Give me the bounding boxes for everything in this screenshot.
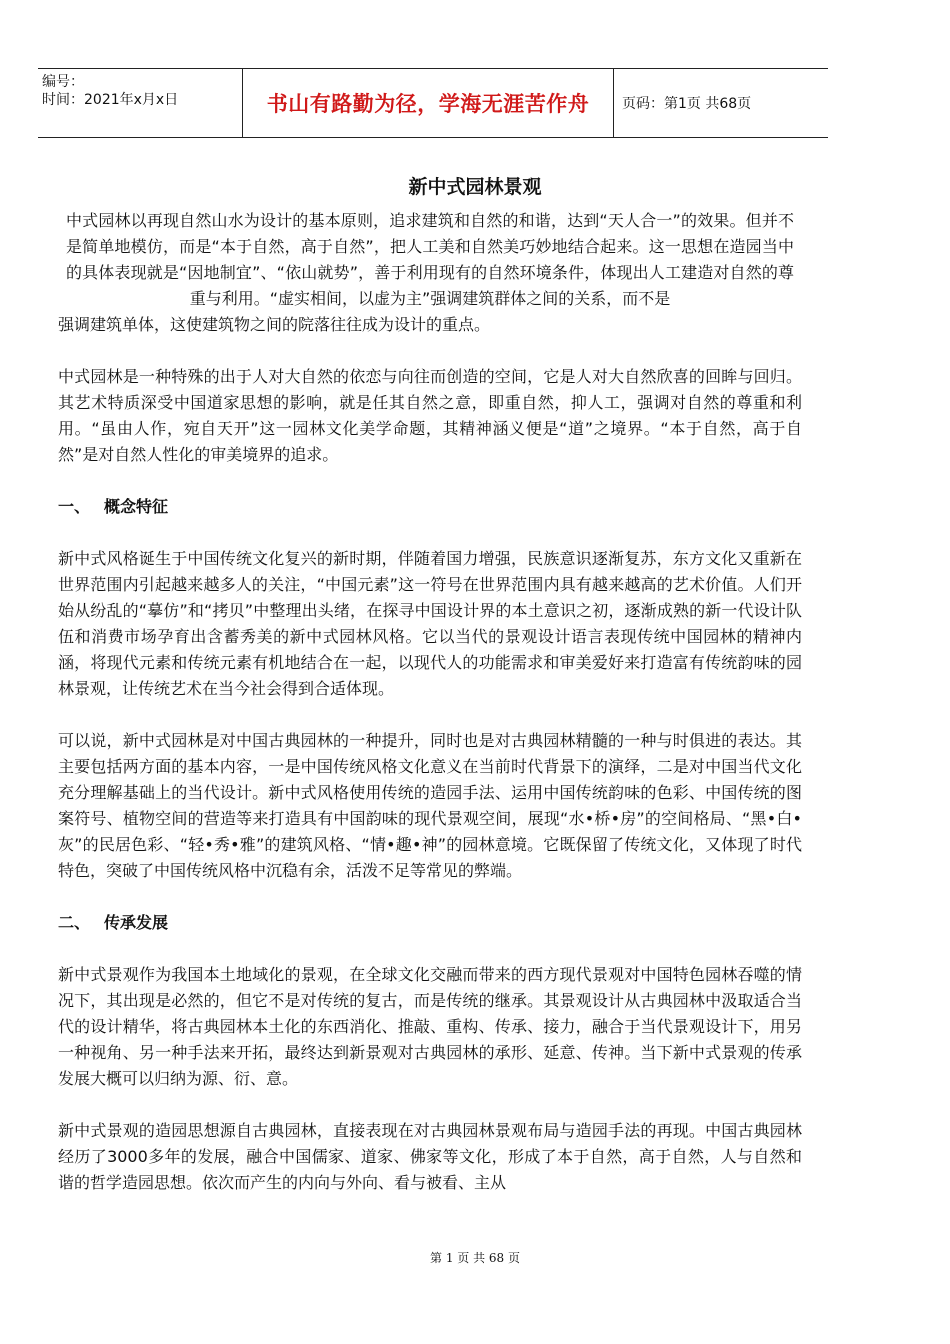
header-meta	[38, 69, 243, 137]
header-motto: 书山有路勤为径，学海无涯苦作舟	[266, 92, 590, 116]
body-paragraph: 新中式景观的造园思想源自古典园林，直接表现在对古典园林景观布局与造园手法的再现。中国古典园林经历了3000多年的发展，融合中国儒家、道家、佛家等文化，形成了本于自然，高于自然，人与自然和谐的哲学造园思想。依次而产生的内向与外向、看与被看、主从	[58, 1121, 802, 1192]
document-body	[58, 208, 802, 1222]
header-motto-cell	[243, 69, 614, 137]
document-number-label: 编号：	[42, 74, 84, 90]
document-title: 新中式园林景观	[408, 176, 542, 198]
body-paragraph: 中式园林是一种特殊的出于人对大自然的依恋与向往而创造的空间，它是人对大自然欣喜的回眸与回归。其艺术特质深受中国道家思想的影响，就是任其自然之意，即重自然，抑人工，强调对自然的尊重和利用。“虽由人作，宛自天开”这一园林文化美学命题，其精神涵义便是“道”之境界。“本于自然，高于自然”是对自然人性化的审美境界的追求。	[58, 367, 802, 464]
document-header	[38, 68, 828, 138]
body-paragraph: 新中式景观作为我国本土地域化的景观，在全球文化交融而带来的西方现代景观对中国特色园林吞噬的情况下，其出现是必然的，但它不是对传统的复古，而是传统的继承。其景观设计从古典园林中汲取适合当代的设计精华，将古典园林本土化的东西消化、推敲、重构、传承、接力，融合于当代景观设计下，用另一种视角、另一种手法来开拓，最终达到新景观对古典园林的承形、延意、传神。当下新中式景观的传承发展大概可以归纳为源、衍、意。	[58, 965, 802, 1088]
intro-paragraph-tail: 强调建筑单体，这使建筑物之间的院落往往成为设计的重点。	[58, 315, 491, 334]
intro-paragraph: 中式园林以再现自然山水为设计的基本原则，追求建筑和自然的和谐，达到“天人合一”的效果。但并不是简单地模仿，而是“本于自然，高于自然”，把人工美和自然美巧妙地结合起来。这一思想在造园当中的具体表现就是“因地制宜”、“依山就势”，善于利用现有的自然环境条件，体现出人工建造对自然的尊重与利用。“虚实相间，以虚为主”强调建筑群体之间的关系，而不是	[66, 211, 794, 308]
page-footer: 第 1 页 共 68 页	[430, 1251, 520, 1265]
document-date-label: 时间：2021年x月x日	[42, 92, 179, 108]
section-number: 二、	[58, 913, 91, 932]
section-heading	[58, 494, 802, 520]
section-number: 一、	[58, 497, 91, 516]
body-paragraph: 可以说，新中式园林是对中国古典园林的一种提升，同时也是对古典园林精髓的一种与时俱进的表达。其主要包括两方面的基本内容，一是中国传统风格文化意义在当前时代背景下的演绎，二是对中国当代文化充分理解基础上的当代设计。新中式风格使用传统的造园手法、运用中国传统韵味的色彩、中国传统的图案符号、植物空间的营造等来打造具有中国韵味的现代景观空间，展现“水•桥•房”的空间格局、“黑•白•灰”的民居色彩、“轻•秀•雅”的建筑风格、“情•趣•神”的园林意境。它既保留了传统文化，又体现了时代特色，突破了中国传统风格中沉稳有余，活泼不足等常见的弊端。	[58, 731, 802, 880]
header-page-label: 页码：第1页 共68页	[622, 96, 752, 112]
header-page-cell	[614, 69, 828, 137]
section-heading	[58, 910, 802, 936]
section-title: 传承发展	[104, 913, 169, 932]
body-paragraph: 新中式风格诞生于中国传统文化复兴的新时期，伴随着国力增强，民族意识逐渐复苏，东方文化又重新在世界范围内引起越来越多人的关注，“中国元素”这一符号在世界范围内具有越来越高的艺术价值。人们开始从纷乱的“摹仿”和“拷贝”中整理出头绪，在探寻中国设计界的本土意识之初，逐渐成熟的新一代设计队伍和消费市场孕育出含蓄秀美的新中式园林风格。它以当代的景观设计语言表现传统中国园林的精神内涵，将现代元素和传统元素有机地结合在一起，以现代人的功能需求和审美爱好来打造富有传统韵味的园林景观，让传统艺术在当今社会得到合适体现。	[58, 549, 802, 698]
section-title: 概念特征	[104, 497, 169, 516]
